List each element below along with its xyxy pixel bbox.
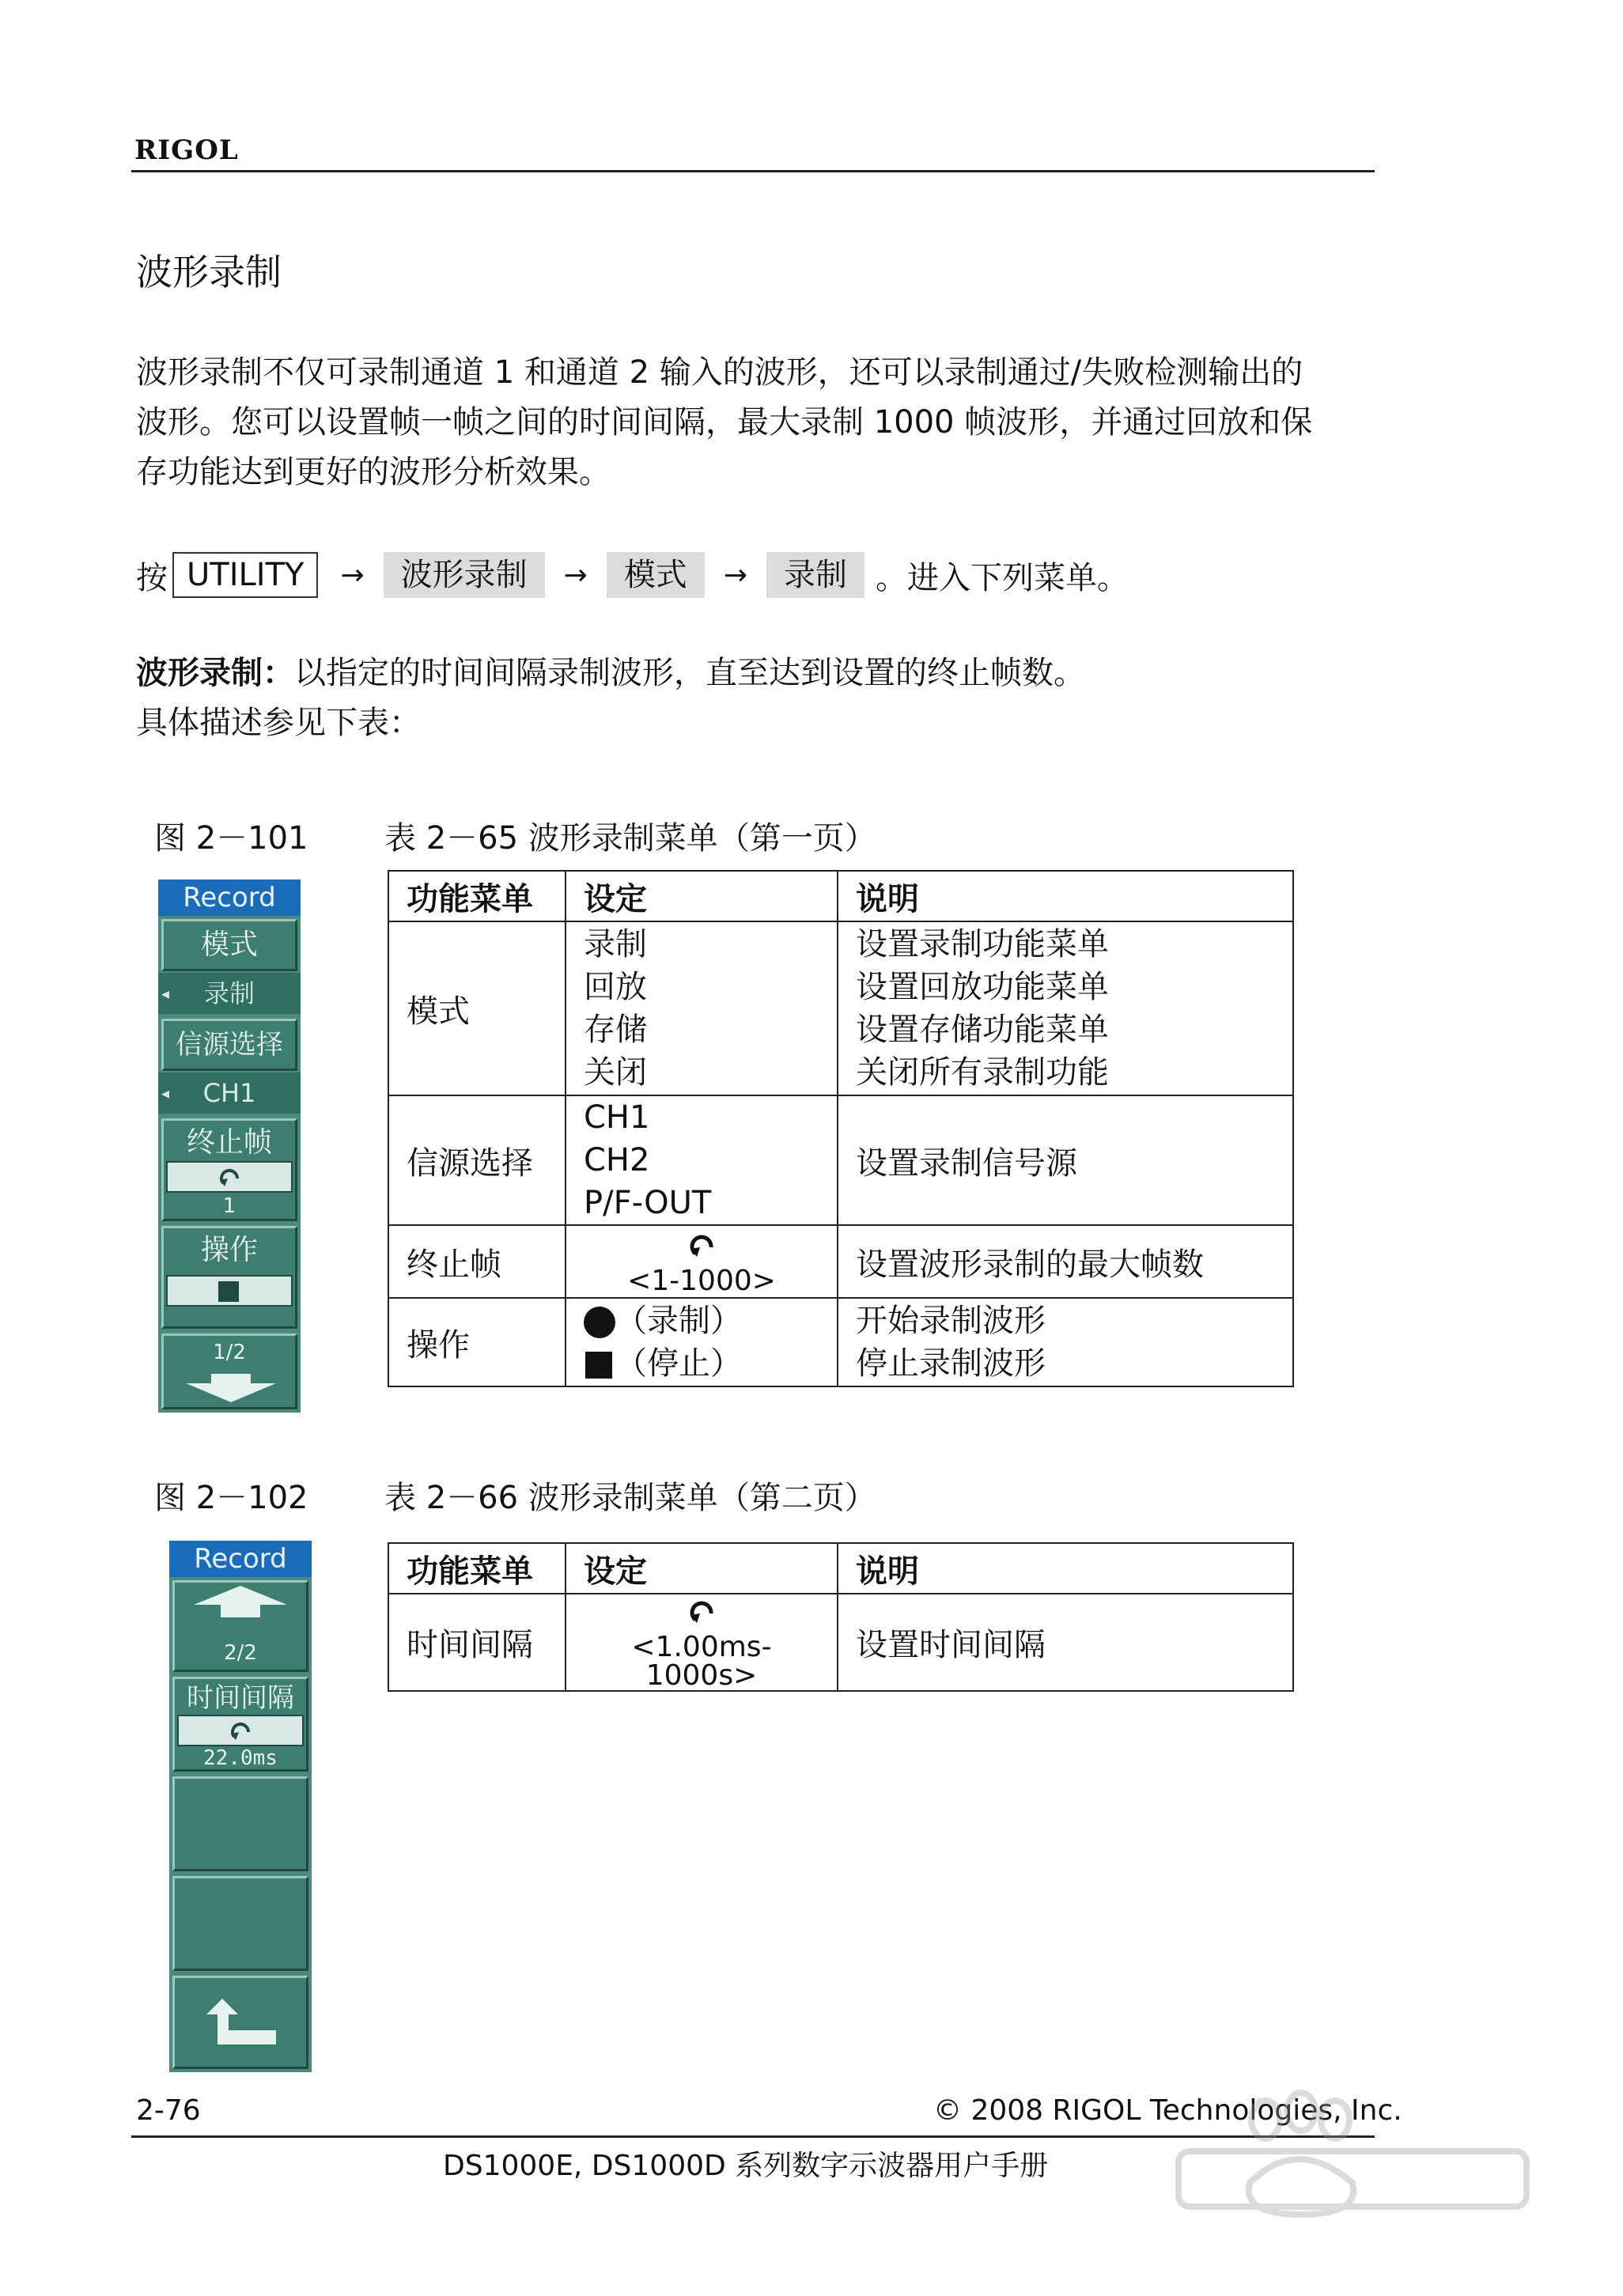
intro-paragraph bbox=[136, 348, 1378, 497]
table-header: 功能菜单 bbox=[388, 1543, 566, 1594]
figure1-label: 图 2－101 bbox=[154, 820, 308, 857]
cell-settings bbox=[566, 1225, 838, 1298]
arrow-right-icon: → bbox=[723, 558, 747, 592]
table-row bbox=[388, 921, 1293, 1095]
setting-item: 关闭 bbox=[584, 1054, 647, 1091]
description-text: 以指定的时间间隔录制波形，直至达到设置的终止帧数。 bbox=[294, 655, 1085, 691]
caret-left-icon: ◂ bbox=[161, 984, 170, 1003]
intro-line: 波形。您可以设置帧一帧之间的时间间隔，最大录制 1000 帧波形，并通过回放和保 bbox=[136, 404, 1313, 441]
table2-caption: 表 2－66 波形录制菜单（第二页） bbox=[384, 1480, 876, 1516]
watermark-logo-icon bbox=[1155, 2088, 1550, 2246]
cell-desc bbox=[838, 1298, 1293, 1386]
table-row bbox=[388, 1594, 1293, 1691]
description-label: 波形录制： bbox=[136, 655, 294, 691]
intro-line: 波形录制不仅可录制通道 1 和通道 2 输入的波形，还可以录制通过/失败检测输出的 bbox=[136, 354, 1303, 391]
record-menu-table-page1 bbox=[388, 870, 1294, 1387]
return-arrow-icon bbox=[206, 1999, 278, 2046]
caret-left-icon: ◂ bbox=[161, 1084, 170, 1103]
desc-item: 设置回放功能菜单 bbox=[856, 969, 1109, 1005]
copyright: © 2008 RIGOL Technologies, Inc. bbox=[933, 2094, 1402, 2127]
table-row bbox=[388, 1095, 1293, 1225]
source-softkey[interactable]: 信源选择 bbox=[161, 1019, 297, 1071]
arrow-down-icon bbox=[180, 1374, 282, 1402]
empty-softkey[interactable] bbox=[172, 1776, 308, 1871]
operate-label: 操作 bbox=[200, 1234, 258, 1266]
mode-value-text: 录制 bbox=[203, 978, 255, 1008]
rotate-knob-icon bbox=[177, 1715, 304, 1746]
setting-item: <1.00ms-1000s> bbox=[631, 1631, 772, 1692]
rotate-knob-icon bbox=[684, 1594, 719, 1629]
setting-item: （停止） bbox=[615, 1345, 742, 1382]
page-number: 2-76 bbox=[136, 2094, 201, 2127]
cell-settings bbox=[566, 1095, 838, 1225]
intro-line: 存功能达到更好的波形分析效果。 bbox=[136, 454, 611, 490]
record-menu-page1 bbox=[158, 879, 301, 1413]
source-value-text: CH1 bbox=[202, 1078, 256, 1108]
rotate-knob-icon bbox=[684, 1228, 719, 1263]
manual-title: DS1000E, DS1000D 系列数字示波器用户手册 bbox=[443, 2150, 1049, 2182]
softkey-record: 录制 bbox=[766, 552, 864, 598]
cell-menu: 时间间隔 bbox=[388, 1594, 566, 1691]
setting-item: CH1 bbox=[584, 1099, 650, 1136]
arrow-right-icon: → bbox=[340, 558, 365, 592]
record-circle-icon bbox=[584, 1307, 615, 1338]
cell-menu: 终止帧 bbox=[388, 1225, 566, 1298]
table-header: 功能菜单 bbox=[388, 871, 566, 921]
cell-settings bbox=[566, 921, 838, 1095]
nav-prefix: 按 bbox=[136, 559, 168, 596]
softkey-mode: 模式 bbox=[607, 552, 705, 598]
setting-item: 存储 bbox=[584, 1012, 647, 1048]
interval-value: 22.0ms bbox=[203, 1746, 278, 1770]
stop-square-icon bbox=[166, 1275, 293, 1307]
table-header: 说明 bbox=[838, 871, 1293, 921]
empty-softkey[interactable] bbox=[172, 1876, 308, 1971]
section-title: 波形录制 bbox=[136, 251, 282, 293]
end-frame-label: 终止帧 bbox=[186, 1126, 272, 1159]
menu-title: Record bbox=[158, 879, 301, 916]
return-softkey[interactable] bbox=[172, 1976, 308, 2069]
desc-item: 关闭所有录制功能 bbox=[856, 1054, 1109, 1091]
setting-item: <1-1000> bbox=[627, 1264, 776, 1297]
cell-menu: 信源选择 bbox=[388, 1095, 566, 1225]
cell-desc: 设置波形录制的最大帧数 bbox=[838, 1225, 1293, 1298]
page-indicator: 1/2 bbox=[213, 1341, 246, 1364]
description-line2: 具体描述参见下表： bbox=[136, 705, 421, 741]
desc-item: 开始录制波形 bbox=[856, 1303, 1046, 1339]
prev-page-softkey[interactable] bbox=[172, 1580, 308, 1672]
cell-desc: 设置录制信号源 bbox=[838, 1095, 1293, 1225]
cell-settings bbox=[566, 1594, 838, 1691]
softkey-waveform-record: 波形录制 bbox=[384, 552, 545, 598]
page-indicator: 2/2 bbox=[224, 1641, 257, 1665]
rotate-knob-icon bbox=[166, 1161, 293, 1193]
table-header: 设定 bbox=[566, 871, 838, 921]
menu-title: Record bbox=[169, 1541, 312, 1577]
table1-caption: 表 2－65 波形录制菜单（第一页） bbox=[384, 820, 876, 857]
cell-settings bbox=[566, 1298, 838, 1386]
cell-desc bbox=[838, 921, 1293, 1095]
source-value bbox=[158, 1072, 301, 1114]
interval-label: 时间间隔 bbox=[187, 1682, 294, 1714]
desc-item: 设置存储功能菜单 bbox=[856, 1012, 1109, 1048]
mode-value bbox=[158, 973, 301, 1014]
setting-item: 录制 bbox=[584, 926, 647, 963]
utility-key: UTILITY bbox=[172, 552, 318, 598]
table-header: 设定 bbox=[566, 1543, 838, 1594]
setting-item: 回放 bbox=[584, 969, 647, 1005]
cell-desc: 设置时间间隔 bbox=[838, 1594, 1293, 1691]
end-frame-value: 1 bbox=[222, 1194, 236, 1218]
desc-item: 设置录制功能菜单 bbox=[856, 926, 1109, 963]
record-menu-table-page2 bbox=[388, 1542, 1294, 1692]
nav-suffix: 。进入下列菜单。 bbox=[875, 559, 1129, 596]
table-header: 说明 bbox=[838, 1543, 1293, 1594]
cell-menu: 操作 bbox=[388, 1298, 566, 1386]
record-menu-page2 bbox=[169, 1541, 312, 2072]
figure2-label: 图 2－102 bbox=[154, 1480, 308, 1516]
header-rule bbox=[131, 170, 1375, 172]
table-row bbox=[388, 1298, 1293, 1386]
next-page-softkey[interactable] bbox=[161, 1333, 297, 1409]
stop-square-icon bbox=[585, 1352, 612, 1379]
desc-item: 停止录制波形 bbox=[856, 1345, 1046, 1382]
table-row bbox=[388, 1225, 1293, 1298]
function-description bbox=[136, 649, 1085, 748]
brand-logo-text: RIGOL bbox=[134, 134, 239, 166]
arrow-up-icon bbox=[189, 1586, 292, 1617]
setting-item: （录制） bbox=[615, 1303, 742, 1339]
mode-softkey[interactable]: 模式 bbox=[161, 919, 297, 971]
arrow-right-icon: → bbox=[563, 558, 588, 592]
setting-item: P/F-OUT bbox=[584, 1185, 712, 1221]
navigation-path bbox=[136, 550, 1129, 600]
setting-item: CH2 bbox=[584, 1142, 650, 1178]
cell-menu: 模式 bbox=[388, 921, 566, 1095]
